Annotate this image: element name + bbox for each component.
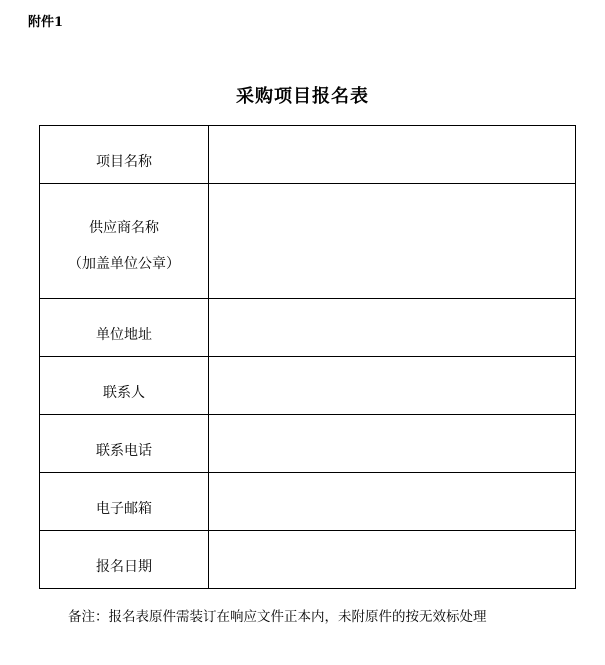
- table-row: [40, 299, 576, 357]
- row-sublabel: （加盖单位公章）: [68, 256, 180, 272]
- row-label-cell: [40, 415, 209, 473]
- table-row: [40, 531, 576, 589]
- table-row: [40, 473, 576, 531]
- phone-field[interactable]: [209, 415, 576, 473]
- form-title: 采购项目报名表: [236, 86, 369, 107]
- supplier-name-field[interactable]: [209, 184, 576, 299]
- row-label: 报名日期: [96, 559, 152, 575]
- row-label: 供应商名称: [89, 220, 159, 236]
- registration-date-field[interactable]: [209, 531, 576, 589]
- row-label-cell: [40, 357, 209, 415]
- row-label: 项目名称: [96, 154, 152, 170]
- registration-table: [39, 125, 576, 589]
- table-row: [40, 357, 576, 415]
- attachment-label: 附件1: [28, 15, 64, 30]
- row-label: 联系人: [103, 385, 145, 401]
- row-label-cell: [40, 184, 209, 299]
- row-label-cell: [40, 531, 209, 589]
- project-name-field[interactable]: [209, 126, 576, 184]
- row-label: 单位地址: [96, 327, 152, 343]
- contact-person-field[interactable]: [209, 357, 576, 415]
- footnote: 备注：报名表原件需装订在响应文件正本内，未附原件的按无效标处理: [68, 609, 487, 625]
- row-label-cell: [40, 473, 209, 531]
- table-row: [40, 415, 576, 473]
- row-label: 联系电话: [96, 443, 152, 459]
- row-label-cell: [40, 126, 209, 184]
- email-field[interactable]: [209, 473, 576, 531]
- address-field[interactable]: [209, 299, 576, 357]
- table-row: [40, 184, 576, 299]
- row-label: 电子邮箱: [96, 501, 152, 517]
- table-row: [40, 126, 576, 184]
- row-label-cell: [40, 299, 209, 357]
